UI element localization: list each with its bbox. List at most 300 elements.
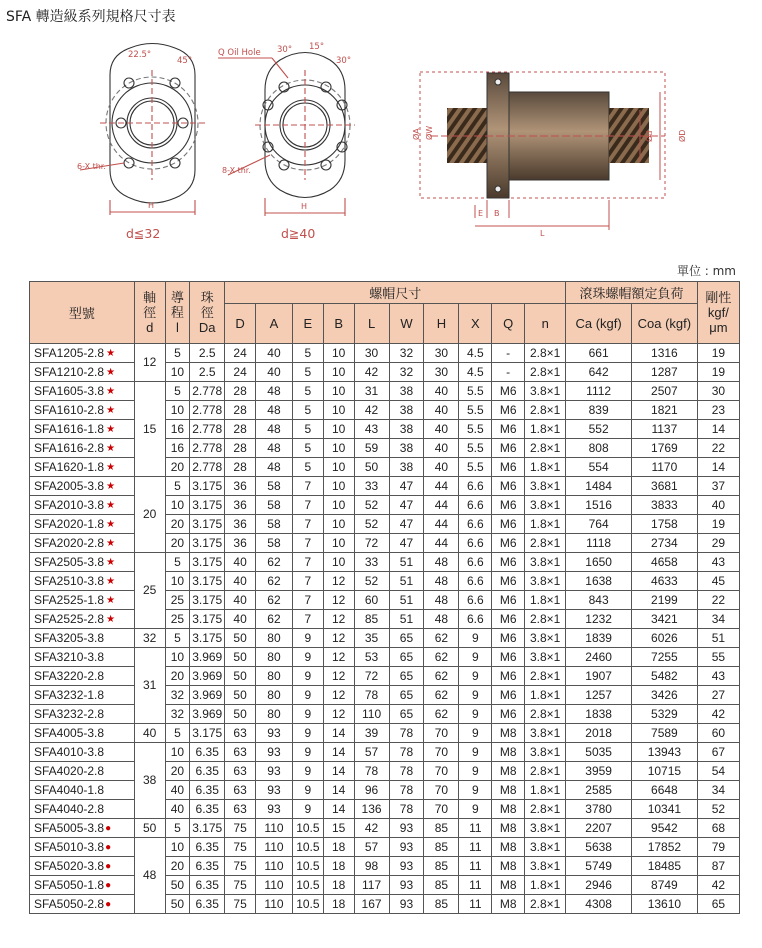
- cell-k: 42: [697, 876, 739, 895]
- cell-X: 11: [459, 857, 492, 876]
- cell-D: 63: [225, 743, 256, 762]
- cell-L: 53: [354, 648, 389, 667]
- cell-L: 85: [354, 610, 389, 629]
- cell-coa: 1137: [632, 420, 698, 439]
- cell-H: 85: [424, 857, 459, 876]
- cell-E: 9: [292, 743, 323, 762]
- cell-W: 38: [389, 458, 424, 477]
- cell-H: 70: [424, 762, 459, 781]
- cell-coa: 5329: [632, 705, 698, 724]
- cell-A: 93: [255, 762, 292, 781]
- cell-k: 67: [697, 743, 739, 762]
- cell-k: 19: [697, 363, 739, 382]
- dim-b-label: B: [494, 209, 500, 218]
- cell-k: 23: [697, 401, 739, 420]
- cell-k: 68: [697, 819, 739, 838]
- header-col-E: E: [292, 304, 323, 344]
- cell-B: 18: [323, 857, 354, 876]
- cell-H: 70: [424, 800, 459, 819]
- cell-E: 5: [292, 363, 323, 382]
- cell-B: 10: [323, 553, 354, 572]
- cell-B: 12: [323, 629, 354, 648]
- cell-H: 48: [424, 591, 459, 610]
- cell-da: 3.969: [190, 686, 225, 705]
- cell-A: 93: [255, 724, 292, 743]
- cell-l: 20: [165, 762, 190, 781]
- cell-coa: 1316: [632, 344, 698, 363]
- cell-da: 6.35: [190, 743, 225, 762]
- cell-L: 39: [354, 724, 389, 743]
- header-shaft-diameter: 軸 徑 d: [134, 282, 165, 344]
- cell-W: 51: [389, 572, 424, 591]
- model-cell: SFA4040-2.8: [30, 800, 135, 819]
- cell-A: 110: [255, 857, 292, 876]
- cell-da: 3.175: [190, 496, 225, 515]
- header-stiffness: 剛性 kgf/ μm: [697, 282, 739, 344]
- cell-ca: 1112: [566, 382, 632, 401]
- cell-W: 78: [389, 762, 424, 781]
- cell-B: 10: [323, 401, 354, 420]
- cell-D: 50: [225, 629, 256, 648]
- dim-h-label: H: [301, 202, 308, 211]
- cell-Q: M8: [492, 743, 525, 762]
- cell-H: 70: [424, 781, 459, 800]
- cell-Q: -: [492, 363, 525, 382]
- header-col-Q: Q: [492, 304, 525, 344]
- cell-B: 10: [323, 477, 354, 496]
- cell-W: 38: [389, 382, 424, 401]
- cell-ca: 3959: [566, 762, 632, 781]
- angle-label: 15°: [309, 42, 325, 52]
- star-mark-icon: ★: [106, 575, 116, 587]
- cell-da: 2.778: [190, 420, 225, 439]
- cell-A: 48: [255, 458, 292, 477]
- cell-L: 42: [354, 363, 389, 382]
- cell-coa: 2734: [632, 534, 698, 553]
- cell-H: 40: [424, 382, 459, 401]
- cell-l: 5: [165, 629, 190, 648]
- cell-ca: 552: [566, 420, 632, 439]
- shaft-diameter-cell: 15: [134, 382, 165, 477]
- cell-A: 80: [255, 705, 292, 724]
- cell-L: 98: [354, 857, 389, 876]
- header-col-coa: Coa (kgf): [632, 304, 698, 344]
- cell-Q: M8: [492, 762, 525, 781]
- cell-W: 47: [389, 477, 424, 496]
- cell-L: 78: [354, 686, 389, 705]
- page-title: SFA 轉造級系列規格尺寸表: [6, 9, 176, 25]
- cell-L: 60: [354, 591, 389, 610]
- cell-ca: 2946: [566, 876, 632, 895]
- cell-W: 47: [389, 496, 424, 515]
- cell-L: 117: [354, 876, 389, 895]
- cell-Q: M6: [492, 439, 525, 458]
- cell-L: 30: [354, 344, 389, 363]
- cell-da: 6.35: [190, 857, 225, 876]
- cell-D: 63: [225, 800, 256, 819]
- cell-l: 5: [165, 553, 190, 572]
- cell-L: 59: [354, 439, 389, 458]
- cell-k: 43: [697, 553, 739, 572]
- cell-B: 12: [323, 686, 354, 705]
- cell-B: 14: [323, 724, 354, 743]
- cell-A: 110: [255, 895, 292, 914]
- cell-L: 72: [354, 667, 389, 686]
- cell-Q: M6: [492, 572, 525, 591]
- cell-l: 10: [165, 648, 190, 667]
- cell-W: 65: [389, 686, 424, 705]
- cell-B: 10: [323, 363, 354, 382]
- cell-A: 58: [255, 534, 292, 553]
- cell-A: 48: [255, 401, 292, 420]
- cell-W: 65: [389, 705, 424, 724]
- cell-Q: M6: [492, 686, 525, 705]
- cell-W: 93: [389, 895, 424, 914]
- cell-coa: 13943: [632, 743, 698, 762]
- cell-E: 5: [292, 458, 323, 477]
- cell-W: 32: [389, 344, 424, 363]
- cell-l: 5: [165, 344, 190, 363]
- cell-H: 70: [424, 724, 459, 743]
- cell-n: 3.8×1: [525, 648, 566, 667]
- cell-B: 10: [323, 534, 354, 553]
- model-cell: SFA4020-2.8: [30, 762, 135, 781]
- cell-l: 5: [165, 819, 190, 838]
- cell-X: 4.5: [459, 363, 492, 382]
- cell-Q: M6: [492, 458, 525, 477]
- cell-l: 32: [165, 686, 190, 705]
- cell-X: 6.6: [459, 477, 492, 496]
- table-row: [30, 724, 740, 743]
- cell-E: 7: [292, 515, 323, 534]
- cell-X: 9: [459, 724, 492, 743]
- cell-A: 62: [255, 610, 292, 629]
- cell-L: 35: [354, 629, 389, 648]
- cell-W: 78: [389, 800, 424, 819]
- cell-A: 48: [255, 439, 292, 458]
- dim-l-label: L: [540, 229, 545, 238]
- cell-l: 5: [165, 477, 190, 496]
- cell-H: 40: [424, 420, 459, 439]
- cell-L: 31: [354, 382, 389, 401]
- star-mark-icon: ★: [106, 537, 116, 549]
- cell-D: 24: [225, 363, 256, 382]
- cell-L: 52: [354, 572, 389, 591]
- cell-l: 32: [165, 705, 190, 724]
- cell-A: 93: [255, 781, 292, 800]
- cell-coa: 3426: [632, 686, 698, 705]
- cell-n: 3.8×1: [525, 572, 566, 591]
- cell-ca: 1516: [566, 496, 632, 515]
- cell-E: 10.5: [292, 895, 323, 914]
- cell-k: 30: [697, 382, 739, 401]
- cell-Q: M6: [492, 648, 525, 667]
- cell-X: 11: [459, 895, 492, 914]
- cell-da: 6.35: [190, 762, 225, 781]
- cell-D: 63: [225, 762, 256, 781]
- star-mark-icon: ★: [106, 613, 116, 625]
- cell-k: 40: [697, 496, 739, 515]
- cell-W: 65: [389, 648, 424, 667]
- cell-B: 10: [323, 344, 354, 363]
- cell-ca: 2585: [566, 781, 632, 800]
- model-cell: SFA1616-2.8 ★: [30, 439, 135, 458]
- cell-B: 12: [323, 648, 354, 667]
- cell-B: 10: [323, 382, 354, 401]
- cell-E: 5: [292, 401, 323, 420]
- cell-E: 9: [292, 686, 323, 705]
- cell-da: 2.5: [190, 344, 225, 363]
- cell-A: 58: [255, 496, 292, 515]
- cell-l: 20: [165, 857, 190, 876]
- cell-E: 5: [292, 382, 323, 401]
- model-cell: SFA1620-1.8 ★: [30, 458, 135, 477]
- cell-coa: 7255: [632, 648, 698, 667]
- cell-l: 20: [165, 534, 190, 553]
- front-view-8-hole: [218, 53, 355, 217]
- cell-Q: M8: [492, 857, 525, 876]
- cell-l: 25: [165, 591, 190, 610]
- model-cell: SFA5050-1.8●: [30, 876, 135, 895]
- dot-mark-icon: ●: [105, 841, 112, 853]
- cell-H: 70: [424, 743, 459, 762]
- cell-E: 10.5: [292, 819, 323, 838]
- cell-n: 3.8×1: [525, 477, 566, 496]
- cell-A: 80: [255, 629, 292, 648]
- cell-W: 78: [389, 781, 424, 800]
- cell-coa: 1769: [632, 439, 698, 458]
- cell-D: 50: [225, 686, 256, 705]
- cell-H: 85: [424, 895, 459, 914]
- star-mark-icon: ★: [106, 480, 116, 492]
- angle-label: 30°: [336, 56, 352, 66]
- cell-coa: 10715: [632, 762, 698, 781]
- front-view-6-hole: [80, 44, 205, 216]
- cell-X: 9: [459, 705, 492, 724]
- model-cell: SFA5005-3.8●: [30, 819, 135, 838]
- cell-da: 3.175: [190, 629, 225, 648]
- cell-k: 22: [697, 591, 739, 610]
- cell-l: 25: [165, 610, 190, 629]
- model-cell: SFA4005-3.8: [30, 724, 135, 743]
- cell-n: 3.8×1: [525, 629, 566, 648]
- cell-D: 40: [225, 553, 256, 572]
- cell-da: 3.175: [190, 534, 225, 553]
- cell-W: 47: [389, 515, 424, 534]
- cell-k: 19: [697, 515, 739, 534]
- cell-E: 10.5: [292, 876, 323, 895]
- cell-H: 62: [424, 667, 459, 686]
- cell-da: 2.778: [190, 439, 225, 458]
- cell-ca: 1257: [566, 686, 632, 705]
- cell-W: 93: [389, 857, 424, 876]
- cell-E: 9: [292, 648, 323, 667]
- cell-B: 14: [323, 781, 354, 800]
- cell-Q: M6: [492, 401, 525, 420]
- cell-coa: 3421: [632, 610, 698, 629]
- cell-B: 18: [323, 876, 354, 895]
- cell-l: 40: [165, 781, 190, 800]
- model-cell: SFA2505-3.8 ★: [30, 553, 135, 572]
- star-mark-icon: ★: [106, 385, 116, 397]
- cell-l: 10: [165, 743, 190, 762]
- cell-da: 3.969: [190, 667, 225, 686]
- shaft-diameter-cell: 25: [134, 553, 165, 629]
- cell-coa: 2507: [632, 382, 698, 401]
- cell-X: 6.6: [459, 534, 492, 553]
- dot-mark-icon: ●: [105, 898, 112, 910]
- cell-l: 5: [165, 724, 190, 743]
- model-cell: SFA5050-2.8●: [30, 895, 135, 914]
- cell-E: 7: [292, 496, 323, 515]
- cell-Q: M6: [492, 667, 525, 686]
- cell-L: 72: [354, 534, 389, 553]
- cell-coa: 1170: [632, 458, 698, 477]
- cell-B: 10: [323, 515, 354, 534]
- cell-da: 3.175: [190, 477, 225, 496]
- cell-W: 38: [389, 420, 424, 439]
- header-col-B: B: [323, 304, 354, 344]
- cell-B: 12: [323, 705, 354, 724]
- cell-L: 57: [354, 838, 389, 857]
- cell-B: 12: [323, 591, 354, 610]
- cell-D: 28: [225, 439, 256, 458]
- cell-D: 63: [225, 724, 256, 743]
- cell-n: 3.8×1: [525, 553, 566, 572]
- cell-D: 28: [225, 401, 256, 420]
- cell-ca: 843: [566, 591, 632, 610]
- model-cell: SFA1210-2.8 ★: [30, 363, 135, 382]
- cell-n: 2.8×1: [525, 610, 566, 629]
- dim-h-label: H: [148, 201, 155, 210]
- cell-coa: 3681: [632, 477, 698, 496]
- cell-A: 48: [255, 382, 292, 401]
- cell-Q: M6: [492, 496, 525, 515]
- cell-X: 6.6: [459, 515, 492, 534]
- cell-W: 47: [389, 534, 424, 553]
- header-col-X: X: [459, 304, 492, 344]
- cell-da: 3.175: [190, 591, 225, 610]
- star-mark-icon: ★: [106, 518, 116, 530]
- cell-Q: M6: [492, 382, 525, 401]
- cell-ca: 2207: [566, 819, 632, 838]
- cell-coa: 1821: [632, 401, 698, 420]
- cell-da: 2.778: [190, 401, 225, 420]
- cell-L: 57: [354, 743, 389, 762]
- cell-E: 5: [292, 420, 323, 439]
- dim-oa-label: ØA: [412, 128, 421, 140]
- cell-A: 110: [255, 876, 292, 895]
- cell-ca: 1838: [566, 705, 632, 724]
- cell-E: 9: [292, 667, 323, 686]
- cell-A: 48: [255, 420, 292, 439]
- header-col-ca: Ca (kgf): [566, 304, 632, 344]
- cell-B: 10: [323, 458, 354, 477]
- shaft-diameter-cell: 12: [134, 344, 165, 382]
- cell-H: 30: [424, 344, 459, 363]
- cell-coa: 1287: [632, 363, 698, 382]
- cell-da: 6.35: [190, 895, 225, 914]
- cell-n: 2.8×1: [525, 401, 566, 420]
- cell-X: 11: [459, 876, 492, 895]
- cell-X: 9: [459, 743, 492, 762]
- cell-n: 2.8×1: [525, 363, 566, 382]
- cell-X: 6.6: [459, 610, 492, 629]
- star-mark-icon: ★: [106, 594, 116, 606]
- cell-E: 5: [292, 344, 323, 363]
- dim-ow-label: ØW: [425, 125, 434, 140]
- thread-label: 6-X thr.: [77, 162, 106, 171]
- cell-l: 20: [165, 458, 190, 477]
- cell-A: 93: [255, 800, 292, 819]
- cell-coa: 17852: [632, 838, 698, 857]
- cell-ca: 5749: [566, 857, 632, 876]
- cell-k: 51: [697, 629, 739, 648]
- cell-k: 14: [697, 458, 739, 477]
- cell-n: 1.8×1: [525, 781, 566, 800]
- dim-od-small-label: Ød: [645, 130, 654, 142]
- cell-coa: 4633: [632, 572, 698, 591]
- shaft-diameter-cell: 20: [134, 477, 165, 553]
- model-cell: SFA3232-1.8: [30, 686, 135, 705]
- cell-E: 10.5: [292, 838, 323, 857]
- model-cell: SFA5010-3.8●: [30, 838, 135, 857]
- cell-coa: 9542: [632, 819, 698, 838]
- model-cell: SFA3232-2.8: [30, 705, 135, 724]
- cell-l: 10: [165, 572, 190, 591]
- cell-E: 5: [292, 439, 323, 458]
- cell-H: 44: [424, 534, 459, 553]
- cell-Q: M6: [492, 515, 525, 534]
- model-cell: SFA2525-1.8 ★: [30, 591, 135, 610]
- cell-H: 62: [424, 705, 459, 724]
- cell-k: 52: [697, 800, 739, 819]
- cell-A: 110: [255, 838, 292, 857]
- cell-D: 40: [225, 610, 256, 629]
- cell-ca: 839: [566, 401, 632, 420]
- cell-D: 40: [225, 572, 256, 591]
- cell-X: 9: [459, 800, 492, 819]
- cell-W: 78: [389, 743, 424, 762]
- cell-l: 50: [165, 895, 190, 914]
- cell-ca: 1638: [566, 572, 632, 591]
- cell-H: 44: [424, 477, 459, 496]
- cell-k: 37: [697, 477, 739, 496]
- cell-Q: -: [492, 344, 525, 363]
- cell-k: 79: [697, 838, 739, 857]
- cell-D: 40: [225, 591, 256, 610]
- cell-da: 3.969: [190, 648, 225, 667]
- cell-ca: 1907: [566, 667, 632, 686]
- cell-ca: 2018: [566, 724, 632, 743]
- cell-da: 3.969: [190, 705, 225, 724]
- cell-D: 36: [225, 496, 256, 515]
- cell-B: 10: [323, 496, 354, 515]
- model-cell: SFA2525-2.8 ★: [30, 610, 135, 629]
- shaft-diameter-cell: 32: [134, 629, 165, 648]
- cell-W: 51: [389, 610, 424, 629]
- cell-Q: M8: [492, 781, 525, 800]
- cell-D: 75: [225, 895, 256, 914]
- cell-l: 5: [165, 382, 190, 401]
- cell-k: 55: [697, 648, 739, 667]
- spec-table: [29, 281, 740, 914]
- cell-B: 14: [323, 762, 354, 781]
- caption-large-diameter: d≧40: [281, 226, 316, 241]
- cell-k: 43: [697, 667, 739, 686]
- cell-L: 110: [354, 705, 389, 724]
- table-row: [30, 553, 740, 572]
